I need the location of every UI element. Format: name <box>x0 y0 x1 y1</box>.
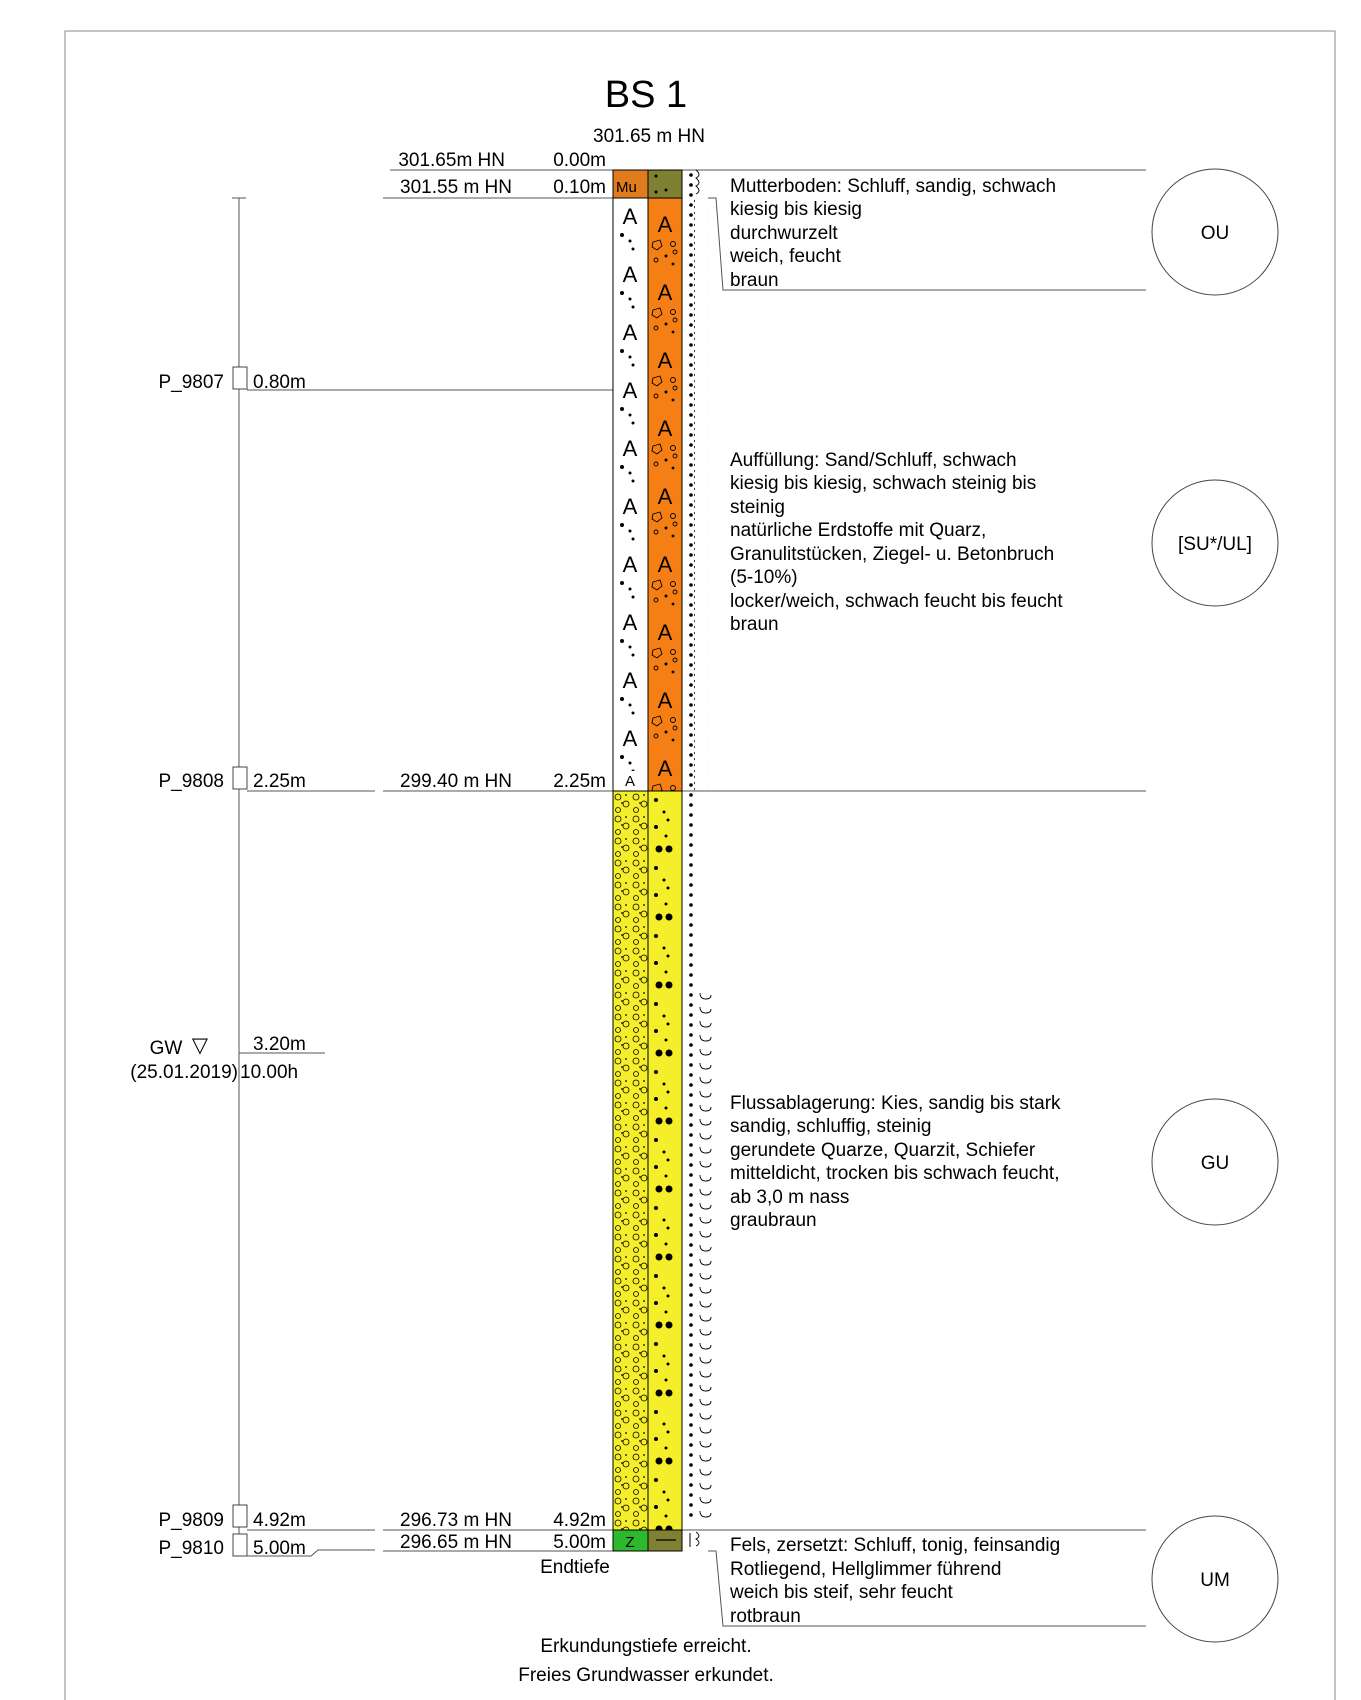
groundwater-date: (25.01.2019) <box>130 1062 238 1083</box>
description-line: gerundete Quarze, Quarzit, Schiefer <box>730 1140 1036 1161</box>
sample-id: P_9808 <box>158 771 224 792</box>
description-river-deposit <box>730 1093 1061 1231</box>
description-line: kiesig bis kiesig <box>730 199 862 220</box>
description-line: Granulitstücken, Ziegel- u. Betonbruch <box>730 544 1055 565</box>
groundwater-label: GW <box>149 1038 183 1059</box>
layer-boundaries <box>383 170 1146 1551</box>
classification-su-ul <box>1152 480 1278 606</box>
classification-ou <box>1152 169 1278 295</box>
description-connectors <box>708 198 1146 1626</box>
layer-elevation: 301.55 m HN <box>400 177 512 198</box>
description-line: Mutterboden: Schluff, sandig, schwach <box>730 176 1057 197</box>
description-line: kiesig bis kiesig, schwach steinig bis <box>730 473 1037 494</box>
sample-id: P_9809 <box>158 1510 224 1531</box>
layer-elevation: 296.73 m HN <box>400 1510 512 1531</box>
description-line: graubraun <box>730 1210 817 1231</box>
description-fill <box>730 450 1063 635</box>
sample-depth: 2.25m <box>253 771 306 792</box>
layer-elevation: 301.65m HN <box>398 150 505 171</box>
groundwater-triangle-icon: ▽ <box>191 1034 209 1057</box>
final-elevation: 296.65 m HN <box>400 1532 512 1553</box>
description-rock <box>729 1535 1060 1627</box>
description-line: braun <box>730 270 779 291</box>
borehole-title: BS 1 <box>604 74 688 116</box>
classification-label: [SU*/UL] <box>1178 534 1252 555</box>
top-elevation: 301.65 m HN <box>593 126 705 147</box>
layer-depth: 0.00m <box>553 150 606 171</box>
classification-gu <box>1152 1099 1278 1225</box>
classification-label: UM <box>1200 1570 1230 1591</box>
sample-p9810 <box>158 1534 375 1559</box>
soil-layer-mutterboden <box>613 170 699 198</box>
layer-elevation: 299.40 m HN <box>400 771 512 792</box>
description-line: Rotliegend, Hellglimmer führend <box>730 1559 1002 1580</box>
description-line: braun <box>730 614 779 635</box>
footer-line: Erkundungstiefe erreicht. <box>540 1636 752 1657</box>
description-line: weich, feucht <box>730 246 841 267</box>
description-line: Flussablagerung: Kies, sandig bis stark <box>730 1093 1061 1114</box>
description-line: (5-10%) <box>730 567 798 588</box>
sample-depth: 5.00m <box>253 1538 306 1559</box>
depth-scale <box>232 198 246 1555</box>
description-line: natürliche Erdstoffe mit Quarz, <box>730 520 987 541</box>
soil-layer-fill <box>613 198 708 791</box>
description-line: locker/weich, schwach feucht bis feucht <box>730 591 1063 612</box>
groundwater-depth: 3.20m <box>253 1034 306 1055</box>
sample-p9808 <box>158 767 375 792</box>
description-line: Fels, zersetzt: Schluff, tonig, feinsandig <box>730 1535 1061 1556</box>
sample-id: P_9807 <box>158 372 224 393</box>
classification-label: GU <box>1200 1153 1230 1174</box>
layer-depth: 0.10m <box>553 177 606 198</box>
sample-depth: 4.92m <box>253 1510 306 1531</box>
sample-depth: 0.80m <box>253 372 306 393</box>
layer-code: Z <box>625 1534 635 1551</box>
description-line: durchwurzelt <box>730 223 838 244</box>
description-line: sandig, schluffig, steinig <box>730 1116 932 1137</box>
description-mutterboden <box>729 176 1056 291</box>
description-line: steinig <box>730 497 785 518</box>
description-line: mitteldicht, trocken bis schwach feucht, <box>730 1163 1060 1184</box>
end-depth-label: Endtiefe <box>540 1557 610 1578</box>
description-line: rotbraun <box>730 1606 801 1627</box>
description-line: ab 3,0 m nass <box>730 1187 850 1208</box>
soil-layer-rock <box>613 1530 699 1551</box>
classification-label: OU <box>1200 223 1230 244</box>
sample-p9807 <box>158 367 613 393</box>
layer-depth: 4.92m <box>553 1510 606 1531</box>
description-line: weich bis steif, sehr feucht <box>730 1582 953 1603</box>
sample-p9809 <box>158 1505 375 1531</box>
description-line: Auffüllung: Sand/Schluff, schwach <box>730 450 1017 471</box>
groundwater-marker <box>130 1034 325 1083</box>
sample-id: P_9810 <box>158 1538 224 1559</box>
groundwater-time: 10.00h <box>240 1062 299 1083</box>
layer-code: A <box>624 773 636 790</box>
footer-line: Freies Grundwasser erkundet. <box>518 1665 774 1686</box>
layer-depth: 2.25m <box>553 771 606 792</box>
layer-code: Mu <box>616 179 637 196</box>
classification-um <box>1152 1516 1278 1642</box>
final-depth: 5.00m <box>553 1532 606 1553</box>
soil-layer-river-deposit <box>613 791 714 1530</box>
